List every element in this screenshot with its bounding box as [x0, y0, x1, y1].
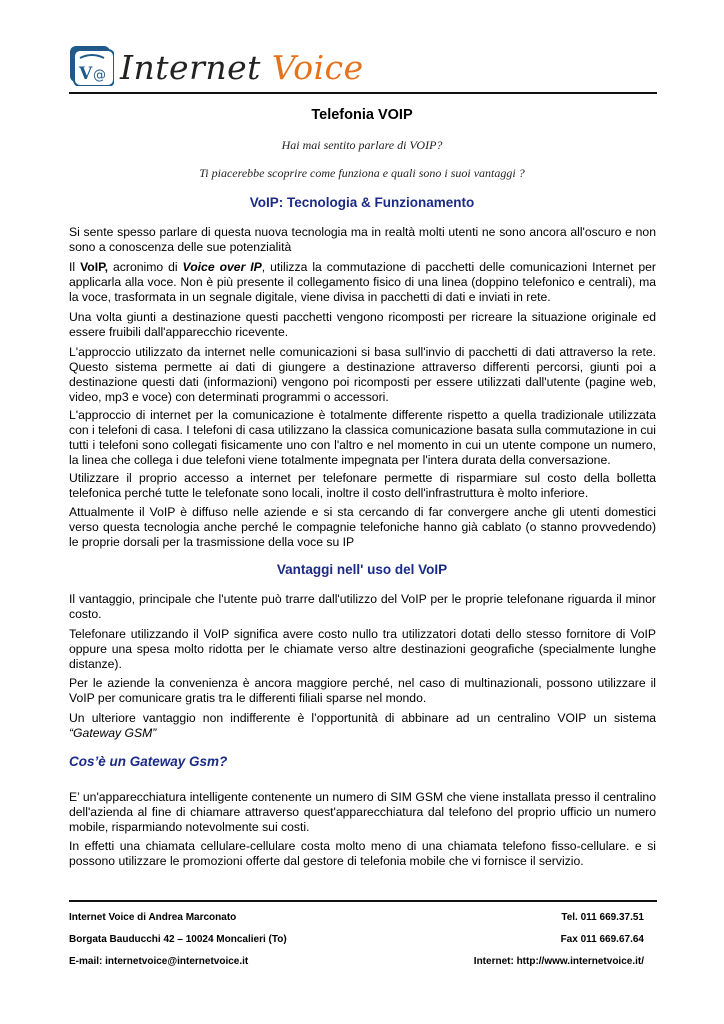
v-at-icon — [70, 46, 114, 86]
footer-phone: Tel. 011 669.37.51 — [561, 912, 644, 923]
logo-word-internet: Internet — [120, 48, 261, 87]
footer-divider — [69, 900, 657, 902]
paragraph: Si sente spesso parlare di questa nuova tecnologia ma in realtà molti utenti ne sono ancora all'oscuro e non sono a conoscenza delle sue potenzialità — [69, 225, 656, 254]
paragraph: Utilizzare il proprio accesso a internet per telefonare permette di risparmiare sul costo della bolletta telefonica perché tutte le telefonate sono locali, inoltre il costo dell'infrastruttura è molto inferiore. — [69, 471, 656, 500]
subtitle-question-2: Ti piacerebbe scoprire come funziona e quali sono i suoi vantaggi ? — [199, 166, 525, 180]
text-run: Un ulteriore vantaggio non indifferente è l’opportunità di abbinare ad un centralino VOIP un sistema — [69, 711, 656, 725]
text-run: , utilizza la commutazione di pacchetti delle comunicazioni Internet per applicarla alla voce. Non è più presente il collegamento fisico di una linea (doppino telefonico e centrali), ma la voce, trasformata in un segnale digitale, viene divisa in pacchetti di dati e inviati in rete. — [69, 260, 656, 304]
paragraph: L'approccio di internet per la comunicazione è totalmente differente rispetto a quella tradizionale utilizzata con i telefoni di casa. I telefoni di casa utilizzano la classica comunicazione basata sulla commutazione in cui tutti i telefoni sono collegati fisicamente uno con l'altro e nel momento in cui un utente compone un numero, la linea che collega i due telefoni viene totalmente impegnata per l'intera durata della conversazione. — [69, 408, 656, 467]
section-heading-gateway-gsm: Cos’è un Gateway Gsm? — [69, 754, 228, 769]
italic-term-gateway-gsm: “Gateway GSM” — [69, 726, 157, 740]
footer-fax: Fax 011 669.67.64 — [560, 934, 644, 945]
bold-term-voip: VoIP, — [80, 260, 109, 274]
paragraph: Per le aziende la convenienza è ancora maggiore perché, nel caso di multinazionali, possono utilizzare il VoIP per comunicare gratis tra le differenti filiali sparse nel mondo. — [69, 676, 656, 705]
header-divider — [69, 92, 657, 94]
paragraph: In effetti una chiamata cellulare-cellulare costa molto meno di una chiamata telefono fisso-cellulare. e si possono utilizzare le promozioni offerte dal gestore di telefonia mobile che vi fornisce il servizio. — [69, 839, 656, 868]
paragraph: Una volta giunti a destinazione questi pacchetti vengono ricomposti per ricreare la situazione originale ed essere fruibili dall'apparecchio ricevente. — [69, 310, 656, 339]
footer-email: E-mail: internetvoice@internetvoice.it — [69, 956, 249, 967]
footer-website: Internet: http://www.internetvoice.it/ — [473, 956, 644, 967]
page-title: Telefonia VOIP — [311, 107, 413, 123]
text-run: Il — [69, 260, 81, 274]
section-heading-tecnologia: VoIP: Tecnologia & Funzionamento — [249, 195, 475, 210]
bold-italic-term-voice-over-ip: Voice over IP — [182, 260, 262, 274]
paragraph: Attualmente il VoIP è diffuso nelle aziende e si sta cercando di far convergere anche gli utenti domestici verso questa tecnologia anche perché le compagnie telefoniche hanno già cablato (o stanno provvedendo) le proprie dorsali per la trasmissione della voce su IP — [69, 505, 656, 549]
footer-address: Borgata Bauducchi 42 – 10024 Moncalieri (To) — [69, 934, 287, 945]
svg-text:@: @ — [93, 68, 106, 83]
logo-wordmark — [120, 48, 364, 87]
section-heading-vantaggi: Vantaggi nell' uso del VoIP — [276, 562, 448, 577]
paragraph-gateway-mention — [69, 711, 656, 741]
svg-text:V: V — [79, 64, 93, 84]
paragraph: L'approccio utilizzato da internet nelle comunicazioni si basa sull'invio di pacchetti di dati attraverso la rete. Questo sistema permette ai dati di giungere a destinazione attraverso differenti percorsi, giunti poi a destinazione questi dati (informazioni) vengono poi ricomposti per essere utilizzati dall'utente (pagine web, video, mp3 e voce) con determinati programmi o accessori. — [69, 345, 656, 404]
paragraph-voip-definition — [69, 260, 656, 305]
logo-word-voice: Voice — [271, 48, 364, 87]
paragraph: Telefonare utilizzando il VoIP significa avere costo nullo tra utilizzatori dotati dello stesso fornitore di VoIP oppure una spesa molto ridotta per le chiamate verso altre destinazioni geografiche (specialmente lunghe distanze). — [69, 627, 656, 671]
text-run: acronimo di — [108, 260, 183, 274]
footer-company: Internet Voice di Andrea Marconato — [69, 912, 237, 923]
subtitle-question-1: Hai mai sentito parlare di VOIP? — [281, 138, 443, 152]
paragraph: Il vantaggio, principale che l'utente può trarre dall'utilizzo del VoIP per le proprie telefonane riguarda il minor costo. — [69, 592, 656, 621]
paragraph: E’ un'apparecchiatura intelligente contenente un numero di SIM GSM che viene installata presso il centralino dell'azienda al fine di chiamare attraverso quest'apparecchiatura dal telefono del proprio ufficio un numero mobile, risparmiando notevolmente sui costi. — [69, 790, 656, 834]
